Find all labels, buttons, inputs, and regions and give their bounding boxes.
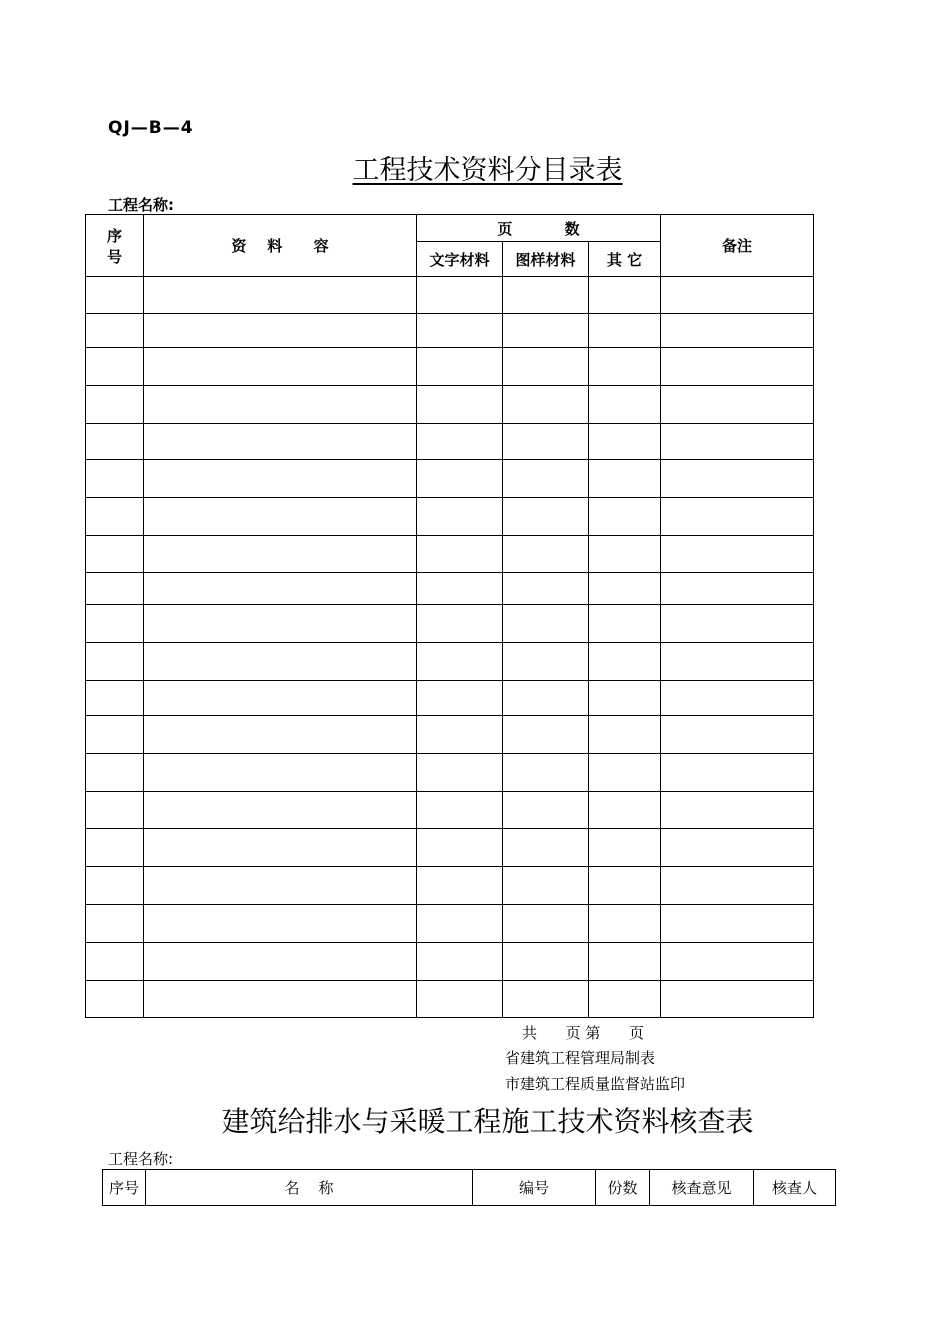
table-cell xyxy=(144,605,417,643)
table-cell xyxy=(417,829,503,867)
table-cell xyxy=(503,867,589,905)
table-cell xyxy=(86,829,144,867)
table-cell xyxy=(417,573,503,605)
table-cell xyxy=(417,460,503,498)
table-cell xyxy=(86,716,144,754)
table-cell xyxy=(86,498,144,536)
table-row xyxy=(86,498,814,536)
catalog-table xyxy=(85,214,814,1018)
table-cell xyxy=(86,643,144,681)
table-cell xyxy=(589,716,661,754)
project-name-label-2: 工程名称: xyxy=(108,1150,174,1168)
table-cell xyxy=(86,314,144,348)
drawing-material-header: 图样材料 xyxy=(503,242,589,277)
table-cell xyxy=(144,943,417,981)
table-cell xyxy=(661,460,814,498)
table-cell xyxy=(144,981,417,1018)
table-cell xyxy=(144,536,417,573)
table-cell xyxy=(503,605,589,643)
table-cell xyxy=(86,277,144,314)
table-cell xyxy=(503,905,589,943)
table-cell xyxy=(86,867,144,905)
table-cell xyxy=(503,943,589,981)
table-cell xyxy=(661,573,814,605)
name-header: 名 称 xyxy=(146,1170,473,1206)
table-cell xyxy=(589,643,661,681)
table-cell xyxy=(589,754,661,792)
table-cell xyxy=(144,460,417,498)
table-row xyxy=(86,792,814,829)
table-cell xyxy=(589,943,661,981)
table-cell xyxy=(589,314,661,348)
table-cell xyxy=(589,792,661,829)
printer-footer: 市建筑工程质量监督站监印 xyxy=(505,1075,686,1093)
table-cell xyxy=(144,829,417,867)
table-row xyxy=(86,754,814,792)
table-cell xyxy=(503,792,589,829)
other-header: 其 它 xyxy=(589,242,661,277)
table-cell xyxy=(589,498,661,536)
table-cell xyxy=(661,277,814,314)
table-cell xyxy=(417,792,503,829)
table-row xyxy=(86,867,814,905)
table-cell xyxy=(589,681,661,716)
table-cell xyxy=(86,681,144,716)
table-cell xyxy=(86,792,144,829)
table-cell xyxy=(589,348,661,386)
seq-header: 序 号 xyxy=(86,215,144,277)
table-cell xyxy=(503,424,589,460)
number-header: 编号 xyxy=(473,1170,596,1206)
table-cell xyxy=(86,573,144,605)
checklist-title: 建筑给排水与采暖工程施工技术资料核查表 xyxy=(221,1105,754,1138)
table-cell xyxy=(661,867,814,905)
table-cell xyxy=(589,460,661,498)
table-cell xyxy=(661,681,814,716)
table-cell xyxy=(661,386,814,424)
table-cell xyxy=(661,981,814,1018)
table-cell xyxy=(503,386,589,424)
table-cell xyxy=(661,643,814,681)
table-cell xyxy=(503,754,589,792)
table-cell xyxy=(86,905,144,943)
table-cell xyxy=(144,573,417,605)
table-row xyxy=(86,536,814,573)
table-cell xyxy=(86,386,144,424)
content-header: 资 料 容 xyxy=(144,215,417,277)
table-row xyxy=(86,314,814,348)
table-cell xyxy=(503,716,589,754)
table-cell xyxy=(417,386,503,424)
table-cell xyxy=(417,348,503,386)
table-cell xyxy=(589,981,661,1018)
table-cell xyxy=(86,536,144,573)
table-row xyxy=(86,981,814,1018)
table-cell xyxy=(661,424,814,460)
table-cell xyxy=(417,905,503,943)
table-cell xyxy=(144,867,417,905)
table-cell xyxy=(503,460,589,498)
table-cell xyxy=(417,424,503,460)
table-cell xyxy=(144,498,417,536)
table-cell xyxy=(144,716,417,754)
table-cell xyxy=(144,792,417,829)
table-cell xyxy=(661,348,814,386)
table-row xyxy=(86,905,814,943)
checklist-header-row xyxy=(103,1170,836,1206)
table-cell xyxy=(144,348,417,386)
table-cell xyxy=(86,605,144,643)
table-row xyxy=(86,681,814,716)
table-cell xyxy=(503,314,589,348)
table-cell xyxy=(589,536,661,573)
table-cell xyxy=(417,643,503,681)
document-code: QJ—B—4 xyxy=(108,118,194,138)
table-cell xyxy=(661,314,814,348)
table-cell xyxy=(661,605,814,643)
copies-header: 份数 xyxy=(596,1170,650,1206)
text-material-header: 文字材料 xyxy=(417,242,503,277)
table-cell xyxy=(144,424,417,460)
table-cell xyxy=(661,905,814,943)
table-cell xyxy=(86,424,144,460)
table-row xyxy=(86,573,814,605)
table-cell xyxy=(661,792,814,829)
table-cell xyxy=(144,681,417,716)
table-cell xyxy=(144,754,417,792)
table-cell xyxy=(417,867,503,905)
table-row xyxy=(86,716,814,754)
checker-header: 核查人 xyxy=(754,1170,836,1206)
table-row xyxy=(86,829,814,867)
table-cell xyxy=(661,943,814,981)
table-cell xyxy=(589,424,661,460)
table-cell xyxy=(503,277,589,314)
table-cell xyxy=(503,573,589,605)
table-row xyxy=(86,643,814,681)
table-row xyxy=(86,277,814,314)
table-cell xyxy=(417,981,503,1018)
table-cell xyxy=(144,277,417,314)
table-cell xyxy=(503,498,589,536)
table-cell xyxy=(503,536,589,573)
table-row xyxy=(86,386,814,424)
table-cell xyxy=(589,277,661,314)
table-cell xyxy=(589,905,661,943)
table-cell xyxy=(589,605,661,643)
catalog-title: 工程技术资料分目录表 xyxy=(352,155,623,186)
table-cell xyxy=(417,536,503,573)
table-cell xyxy=(417,314,503,348)
table-cell xyxy=(417,754,503,792)
table-cell xyxy=(503,681,589,716)
table-cell xyxy=(86,981,144,1018)
issuer-footer: 省建筑工程管理局制表 xyxy=(505,1049,656,1067)
seq-header-2: 序号 xyxy=(103,1170,146,1206)
table-cell xyxy=(86,943,144,981)
table-cell xyxy=(661,498,814,536)
table-row xyxy=(86,424,814,460)
table-cell xyxy=(144,905,417,943)
table-cell xyxy=(144,386,417,424)
table-cell xyxy=(503,348,589,386)
project-name-label: 工程名称: xyxy=(108,196,174,214)
table-cell xyxy=(503,829,589,867)
table-cell xyxy=(503,643,589,681)
table-cell xyxy=(661,716,814,754)
table-cell xyxy=(503,981,589,1018)
table-row xyxy=(86,605,814,643)
table-cell xyxy=(86,348,144,386)
table-cell xyxy=(144,314,417,348)
table-cell xyxy=(589,829,661,867)
table-cell xyxy=(417,277,503,314)
table-cell xyxy=(417,716,503,754)
table-row xyxy=(86,943,814,981)
table-cell xyxy=(589,386,661,424)
header-row xyxy=(86,215,814,242)
table-cell xyxy=(661,536,814,573)
table-cell xyxy=(417,681,503,716)
opinion-header: 核查意见 xyxy=(650,1170,754,1206)
table-cell xyxy=(144,643,417,681)
table-cell xyxy=(417,943,503,981)
checklist-table xyxy=(102,1169,836,1206)
table-cell xyxy=(661,754,814,792)
table-cell xyxy=(661,829,814,867)
table-cell xyxy=(86,460,144,498)
remark-header: 备注 xyxy=(661,215,814,277)
table-row xyxy=(86,348,814,386)
table-cell xyxy=(417,605,503,643)
table-cell xyxy=(417,498,503,536)
pages-header: 页 数 xyxy=(417,215,661,242)
table-cell xyxy=(589,573,661,605)
table-cell xyxy=(589,867,661,905)
table-row xyxy=(86,460,814,498)
table-cell xyxy=(86,754,144,792)
page-count-footer: 共 页 第 页 xyxy=(522,1024,644,1042)
